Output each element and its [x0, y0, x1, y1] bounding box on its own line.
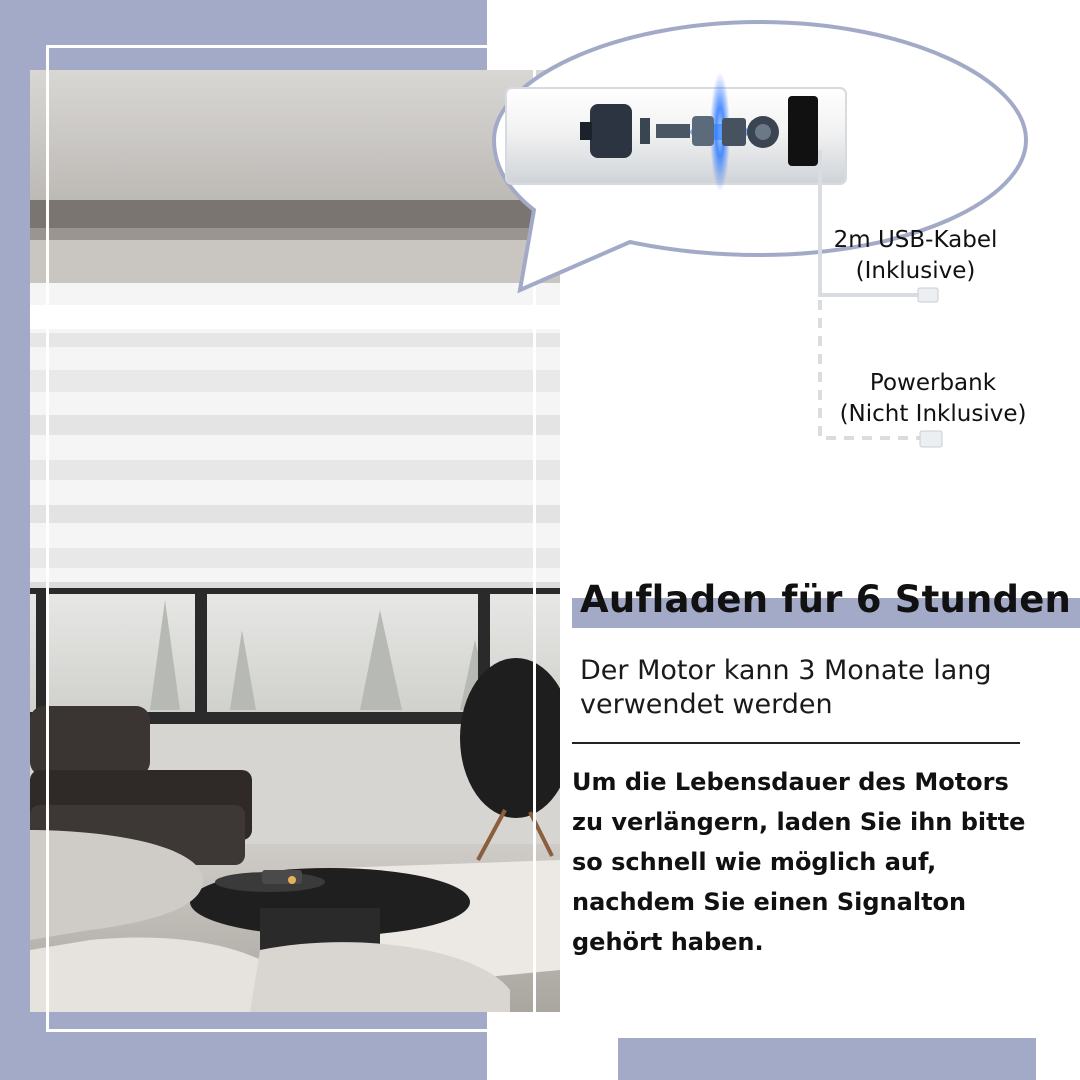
- body-line5: gehört haben.: [572, 928, 764, 956]
- charging-heading: Aufladen für 6 Stunden: [580, 578, 1072, 621]
- body-line3: so schnell wie möglich auf,: [572, 848, 937, 876]
- usb-cable-label-line1: 2m USB-Kabel: [833, 227, 998, 253]
- powerbank-label: [820, 368, 1046, 430]
- usb-cable-label: [828, 225, 1003, 287]
- body-line2: zu verlängern, laden Sie ihn bitte: [572, 808, 1026, 836]
- powerbank-label-line1: Powerbank: [869, 370, 997, 396]
- usb-cable-label-line2: (Inklusive): [855, 258, 976, 284]
- motor-tube: [506, 72, 846, 192]
- subheading-line1: Der Motor kann 3 Monate lang: [580, 655, 992, 686]
- body-line1: Um die Lebensdauer des Motors: [572, 768, 1009, 796]
- body-line4: nachdem Sie einen Signalton: [572, 888, 967, 916]
- charging-advice-text: [572, 762, 1052, 962]
- battery-life-subheading: [580, 654, 1060, 722]
- section-divider: [572, 742, 1020, 744]
- subheading-line2: verwendet werden: [580, 689, 833, 720]
- powerbank-label-line2: (Nicht Inklusive): [839, 401, 1027, 427]
